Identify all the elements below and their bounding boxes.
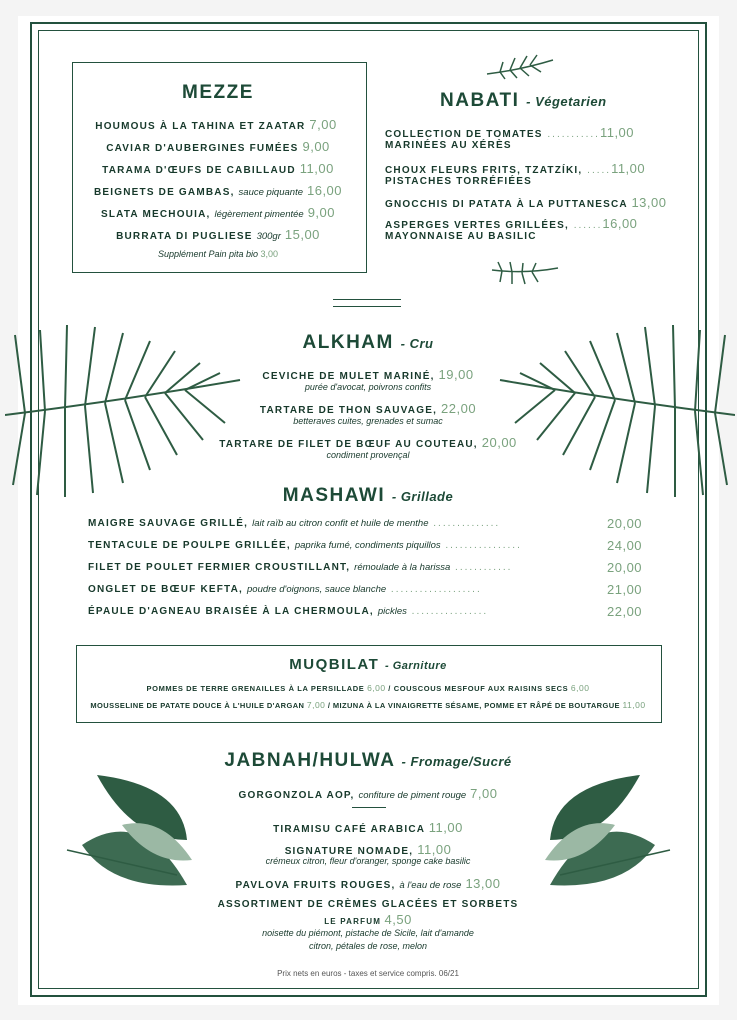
dessert-item-3: PAVLOVA FRUITS ROUGES, à l'eau de rose 13,00 xyxy=(235,876,501,891)
cheese-dessert-divider xyxy=(352,807,386,808)
mezze-title: MEZZE xyxy=(182,82,254,103)
icecream-item: ASSORTIMENT DE CRÈMES GLACÉES ET SORBETS xyxy=(217,899,519,910)
icecream-desc-2: citron, pétales de rose, melon xyxy=(308,941,428,951)
mashawi-price-3: 20,00 xyxy=(607,560,643,575)
icecream-per-scoop: LE PARFUM 4,50 xyxy=(324,912,412,927)
footer-note: Prix nets en euros - taxes et service compris. 06/21 xyxy=(277,969,459,978)
palm-leaf-right-icon xyxy=(495,305,735,505)
fern-sprig-bottom-icon xyxy=(490,258,560,288)
alkham-item-3: TARTARE DE FILET DE BŒUF AU COUTEAU, 20,00 xyxy=(219,435,517,450)
dessert-item-1: TIRAMISU CAFÉ ARABICA 11,00 xyxy=(273,820,463,835)
muqbilat-line-2: MOUSSELINE DE PATATE DOUCE À L'HUILE D'ARGAN 7,00 / MIZUNA À LA VINAIGRETTE SÉSAME, POMME ET RÂPÉ DE BOUTARGUE 11,00 xyxy=(90,700,646,710)
mashawi-item-3: FILET DE POULET FERMIER CROUSTILLANT, rémoulade à la harissa ............ xyxy=(88,562,513,573)
dessert-item-2: SIGNATURE NOMADE, 11,00 xyxy=(284,842,452,857)
mezze-item-2: CAVIAR D'AUBERGINES FUMÉES 9,00 xyxy=(106,139,330,154)
fern-sprig-top-icon xyxy=(485,52,555,82)
mezze-item-3: TARAMA D'ŒUFS DE CABILLAUD 11,00 xyxy=(102,161,334,176)
mezze-item-5: SLATA MECHOUIA, légèrement pimentée 9,00 xyxy=(100,205,336,220)
alkham-item-2-desc: betteraves cuites, grenades et sumac xyxy=(293,416,443,426)
alkham-item-1-desc: purée d'avocat, poivrons confits xyxy=(304,382,432,392)
nabati-item-2: CHOUX FLEURS FRITS, TZATZÍKI, .....11,00 PISTACHES TORRÉFIÉES xyxy=(385,161,646,187)
mashawi-item-2: TENTACULE DE POULPE GRILLÉE, paprika fumé, condiments piquillos ................ xyxy=(88,540,522,551)
mashawi-price-5: 22,00 xyxy=(607,604,643,619)
mezze-item-6: BURRATA DI PUGLIESE 300gr 15,00 xyxy=(116,227,320,242)
alkham-item-2: TARTARE DE THON SAUVAGE, 22,00 xyxy=(259,401,477,416)
alkham-title: ALKHAM - Cru xyxy=(302,332,434,353)
nabati-item-1: COLLECTION DE TOMATES ...........11,00 MARINÉES AU XÉRÈS xyxy=(385,125,635,151)
alkham-item-3-desc: condiment provençal xyxy=(326,450,410,460)
mezze-supplement: Supplément Pain pita bio 3,00 xyxy=(157,249,279,259)
mezze-item-1: HOUMOUS À LA TAHINA ET ZAATAR 7,00 xyxy=(95,117,337,132)
section-divider xyxy=(333,299,401,300)
muqbilat-title: MUQBILAT - Garniture xyxy=(289,656,447,673)
jabnah-title: JABNAH/HULWA - Fromage/Sucré xyxy=(224,750,512,771)
jabnah-cheese: GORGONZOLA AOP, confiture de piment rouge 7,00 xyxy=(238,786,498,801)
mashawi-price-4: 21,00 xyxy=(607,582,643,597)
mezze-item-4: BEIGNETS DE GAMBAS, sauce piquante 16,00 xyxy=(93,183,343,198)
nabati-item-3: GNOCCHIS DI PATATA À LA PUTTANESCA 13,00 xyxy=(385,195,667,210)
alkham-item-1: CEVICHE DE MULET MARINÉ, 19,00 xyxy=(262,367,474,382)
mashawi-price-1: 20,00 xyxy=(607,516,643,531)
tropical-leaves-right-icon xyxy=(535,765,675,905)
mashawi-item-5: ÉPAULE D'AGNEAU BRAISÉE À LA CHERMOULA, pickles ................ xyxy=(88,606,489,617)
tropical-leaves-left-icon xyxy=(62,765,202,905)
mashawi-item-1: MAIGRE SAUVAGE GRILLÉ, lait raïb au citron confit et huile de menthe .............. xyxy=(88,518,501,529)
nabati-title: NABATI - Végetarien xyxy=(440,90,607,111)
nabati-item-4: ASPERGES VERTES GRILLÉES, ......16,00 MAYONNAISE AU BASILIC xyxy=(385,216,638,242)
mashawi-price-2: 24,00 xyxy=(607,538,643,553)
section-divider xyxy=(333,306,401,307)
icecream-desc-1: noisette du piémont, pistache de Sicile, lait d'amande xyxy=(262,928,474,938)
muqbilat-line-1: POMMES DE TERRE GRENAILLES À LA PERSILLADE 6,00 / COUSCOUS MESFOUF AUX RAISINS SECS 6,00 xyxy=(146,683,590,693)
mashawi-item-4: ONGLET DE BŒUF KEFTA, poudre d'oignons, sauce blanche ................... xyxy=(88,584,482,595)
palm-leaf-left-icon xyxy=(5,305,245,505)
dessert-item-2-desc: crémeux citron, fleur d'oranger, sponge cake basilic xyxy=(265,856,471,866)
mashawi-title: MASHAWI - Grillade xyxy=(282,485,454,506)
